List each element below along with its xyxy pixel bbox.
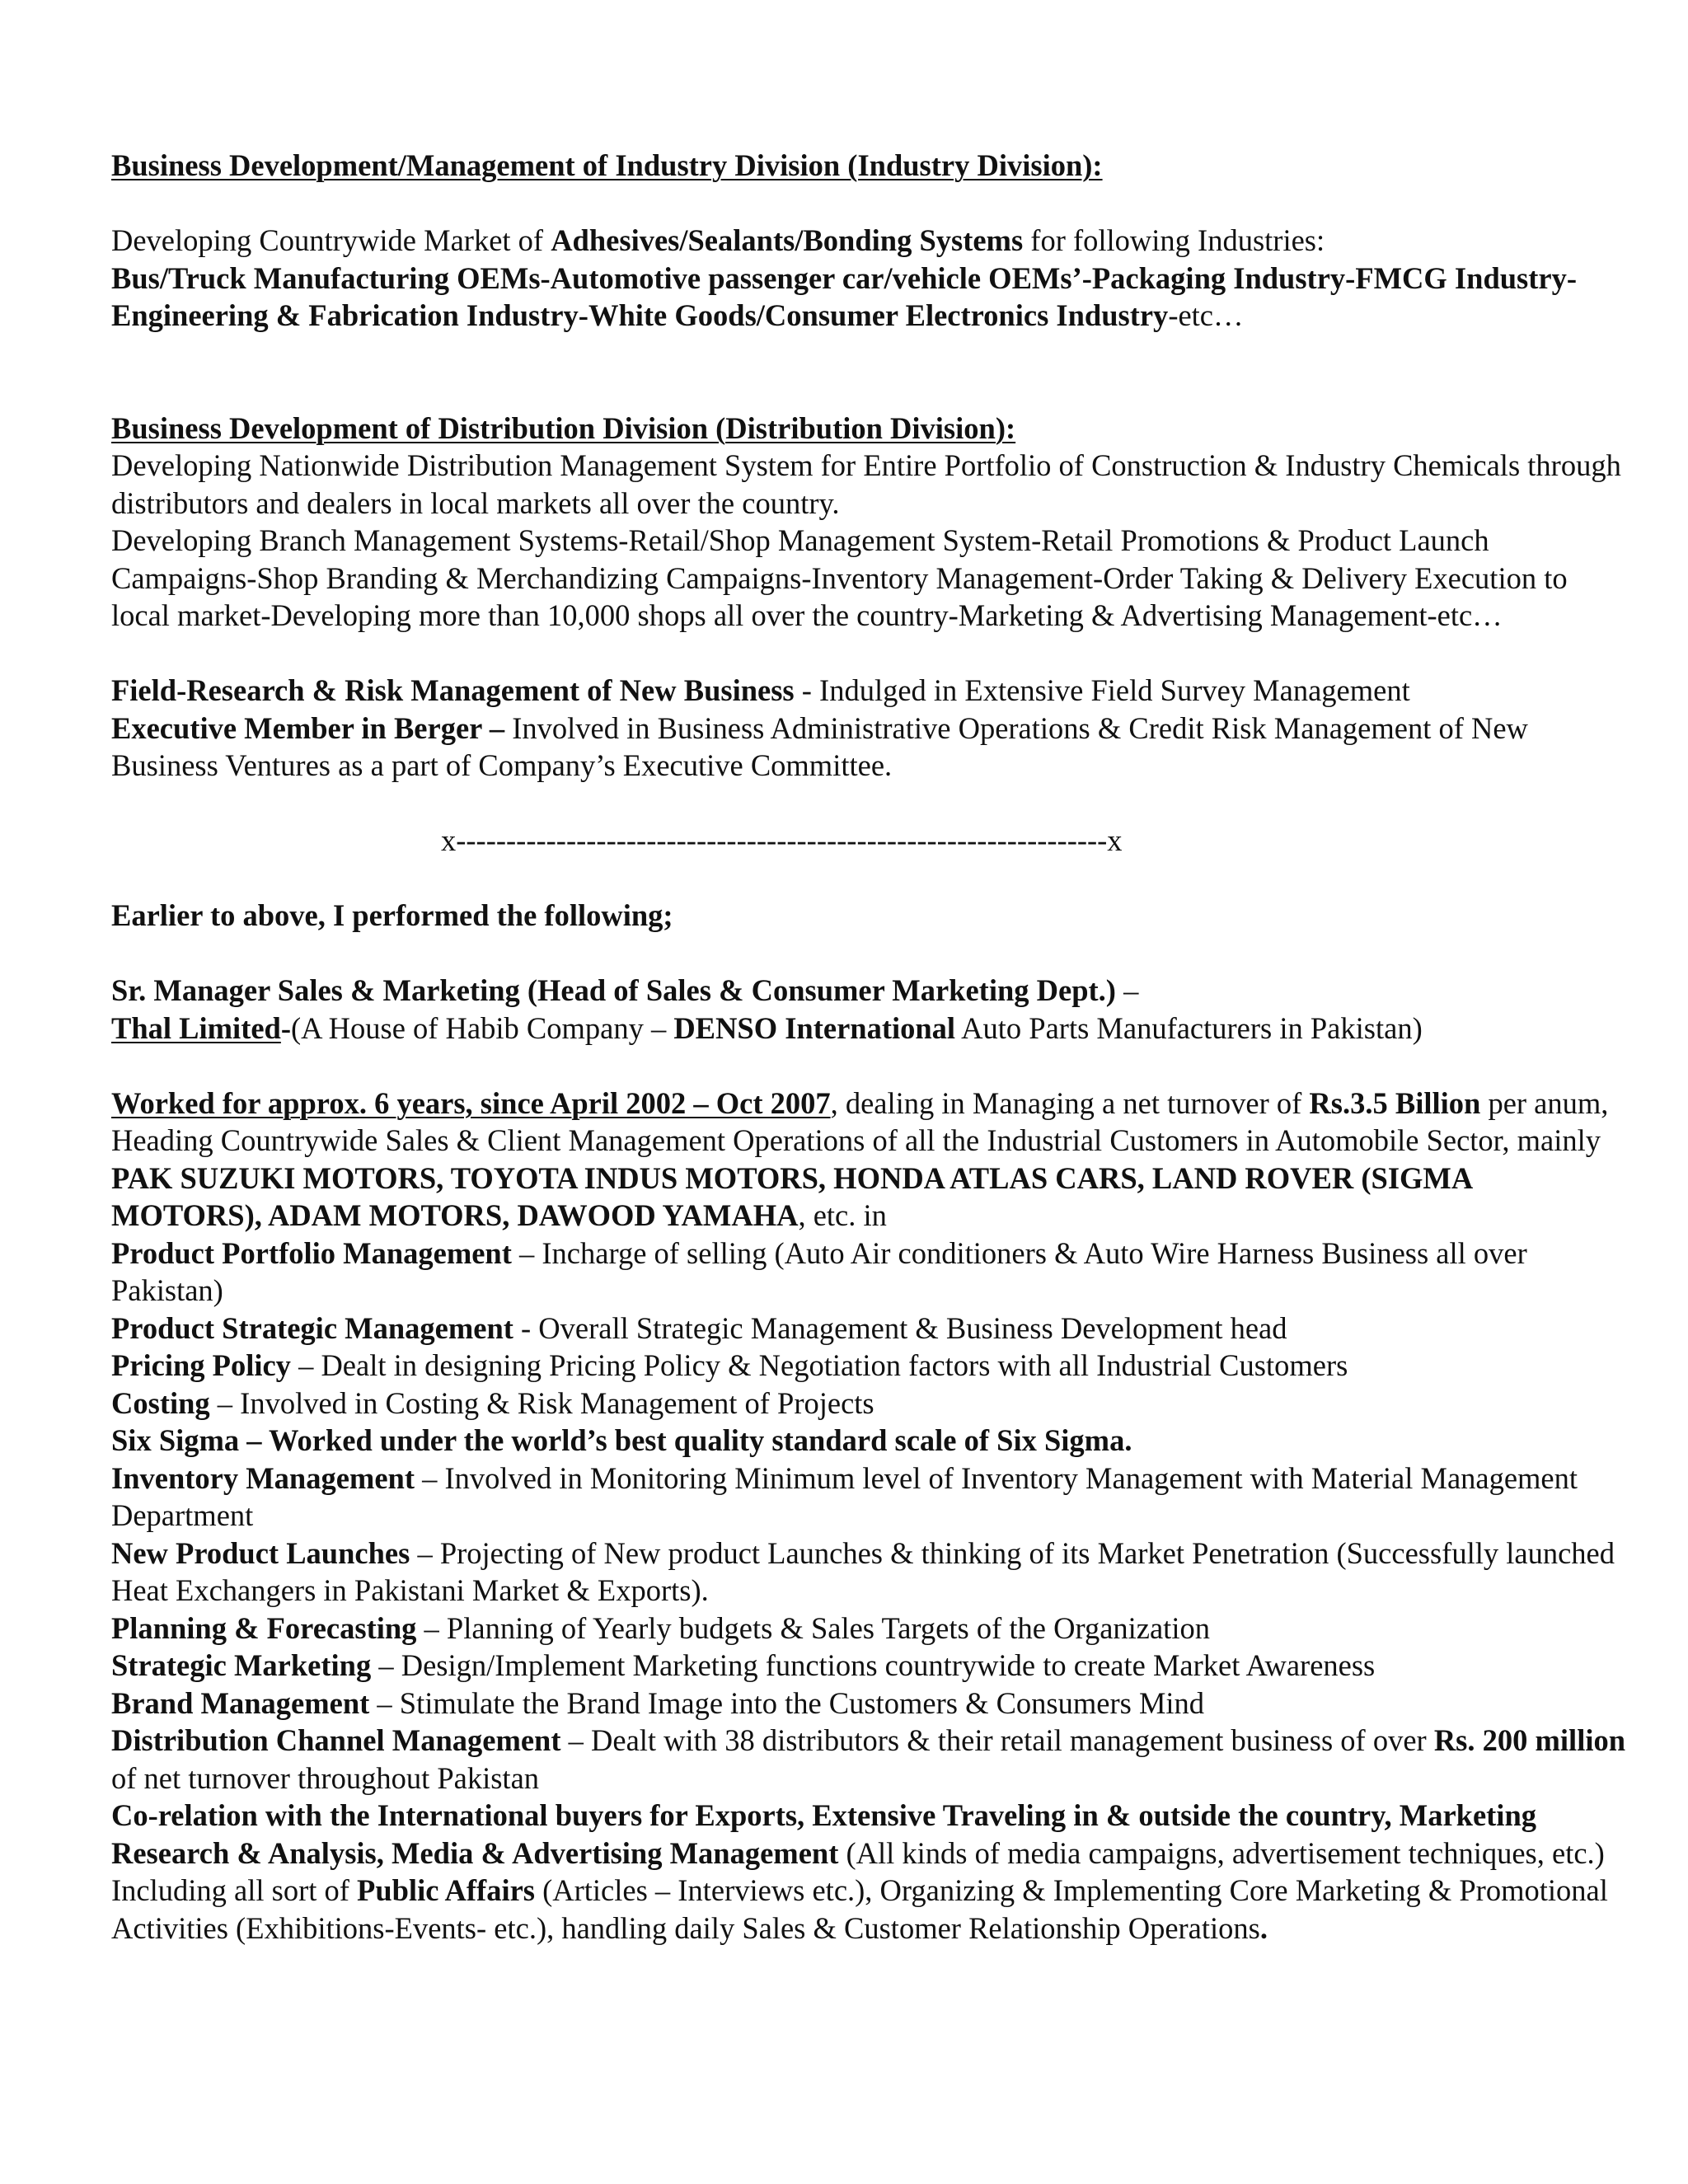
document-body xyxy=(111,147,1628,1947)
duty-item: Costing – Involved in Costing & Risk Management of Projects xyxy=(111,1385,874,1420)
company-name: Thal Limited xyxy=(111,1010,281,1045)
distribution-channel-item: Distribution Channel Management – Dealt with 38 distributors & their retail management business of over Rs. 200 million of net turnover throughout Pakistan xyxy=(111,1723,1626,1795)
industry-intro: Developing Countrywide Market of Adhesives/Sealants/Bonding Systems for following Industries: Bus/Truck Manufacturing OEMs-Automotive passenger car/vehicle OEMs’-Packaging Industry-FMCG Industry-Engineering & Fabrication Industry-White Goods/Consumer Electronics Industry-etc… xyxy=(111,223,1578,332)
duty-item: Strategic Marketing – Design/Implement Marketing functions countrywide to create Market Awareness xyxy=(111,1648,1376,1682)
distribution-paragraph-2: Developing Branch Management Systems-Retail/Shop Management System-Retail Promotions & Product Launch Campaigns-Shop Branding & Merchandizing Campaigns-Inventory Management-Order Taking & Delivery Execution to local market-Developing more than 10,000 shops all over the country-Marketing & Advertising Management-etc… xyxy=(111,523,1568,632)
public-affairs-item: Including all sort of Public Affairs (Articles – Interviews etc.), Organizing & Implementing Core Marketing & Promotional Activities (Exhibitions-Events- etc.), handling daily Sales & Customer Relationship Operations. xyxy=(111,1873,1608,1945)
duty-item: Planning & Forecasting – Planning of Yearly budgets & Sales Targets of the Organization xyxy=(111,1610,1210,1645)
worked-summary: Worked for approx. 6 years, since April 2002 – Oct 2007, dealing in Managing a net turnover of Rs.3.5 Billion per anum, Heading Countrywide Sales & Client Management Operations of all the Industrial Customers in Automobile Sector, mainly PAK SUZUKI MOTORS, TOYOTA INDUS MOTORS, HONDA ATLAS CARS, LAND ROVER (SIGMA MOTORS), ADAM MOTORS, DAWOOD YAMAHA, etc. in xyxy=(111,1085,1609,1232)
duty-item: Brand Management – Stimulate the Brand Image into the Customers & Consumers Mind xyxy=(111,1685,1205,1720)
duty-item: New Product Launches – Projecting of New product Launches & thinking of its Market Penetration (Successfully launched Heat Exchangers in Pakistani Market & Exports). xyxy=(111,1535,1615,1607)
corelation-item: Co-relation with the International buyers for Exports, Extensive Traveling in & outside the country, Marketing Research & Analysis, Media & Advertising Management (All kinds of media campaigns, advertisement techniques, etc.) xyxy=(111,1798,1605,1870)
distribution-paragraph-1: Developing Nationwide Distribution Management System for Entire Portfolio of Construction & Industry Chemicals through distributors and dealers in local markets all over the country. xyxy=(111,448,1621,520)
duty-item: Six Sigma – Worked under the world’s best quality standard scale of Six Sigma. xyxy=(111,1423,1132,1457)
distribution-section-heading: Business Development of Distribution Division (Distribution Division): xyxy=(111,410,1016,445)
client-list: PAK SUZUKI MOTORS, TOYOTA INDUS MOTORS, HONDA ATLAS CARS, LAND ROVER (SIGMA MOTORS), ADAM MOTORS, DAWOOD YAMAHA xyxy=(111,1160,1472,1232)
section-separator: x-----------------------------------------------------------------x xyxy=(441,823,1123,857)
duty-item: Product Strategic Management - Overall Strategic Management & Business Development head xyxy=(111,1310,1287,1345)
duty-item: Product Portfolio Management – Incharge of selling (Auto Air conditioners & Auto Wire Harness Business all over Pakistan) xyxy=(111,1235,1527,1307)
field-research-line: Field-Research & Risk Management of New Business - Indulged in Extensive Field Survey Management Executive Member in Berger – Involved in Business Administrative Operations & Credit Risk Management of New Business Ventures as a part of Company’s Executive Committee. xyxy=(111,673,1528,782)
industry-section-heading: Business Development/Management of Industry Division (Industry Division): xyxy=(111,148,1103,182)
duty-item: Pricing Policy – Dealt in designing Pricing Policy & Negotiation factors with all Industrial Customers xyxy=(111,1348,1348,1382)
industries-list: Bus/Truck Manufacturing OEMs-Automotive passenger car/vehicle OEMs’-Packaging Industry-FMCG Industry-Engineering & Fabrication Industry-White Goods/Consumer Electronics Industry xyxy=(111,260,1578,332)
duties-list xyxy=(111,1235,1628,1947)
duty-item: Inventory Management – Involved in Monitoring Minimum level of Inventory Management with Material Management Department xyxy=(111,1460,1578,1532)
role-title: Sr. Manager Sales & Marketing (Head of Sales & Consumer Marketing Dept.) – Thal Limited-(A House of Habib Company – DENSO International Auto Parts Manufacturers in Pakistan) xyxy=(111,973,1423,1045)
earlier-heading: Earlier to above, I performed the following; xyxy=(111,898,673,932)
